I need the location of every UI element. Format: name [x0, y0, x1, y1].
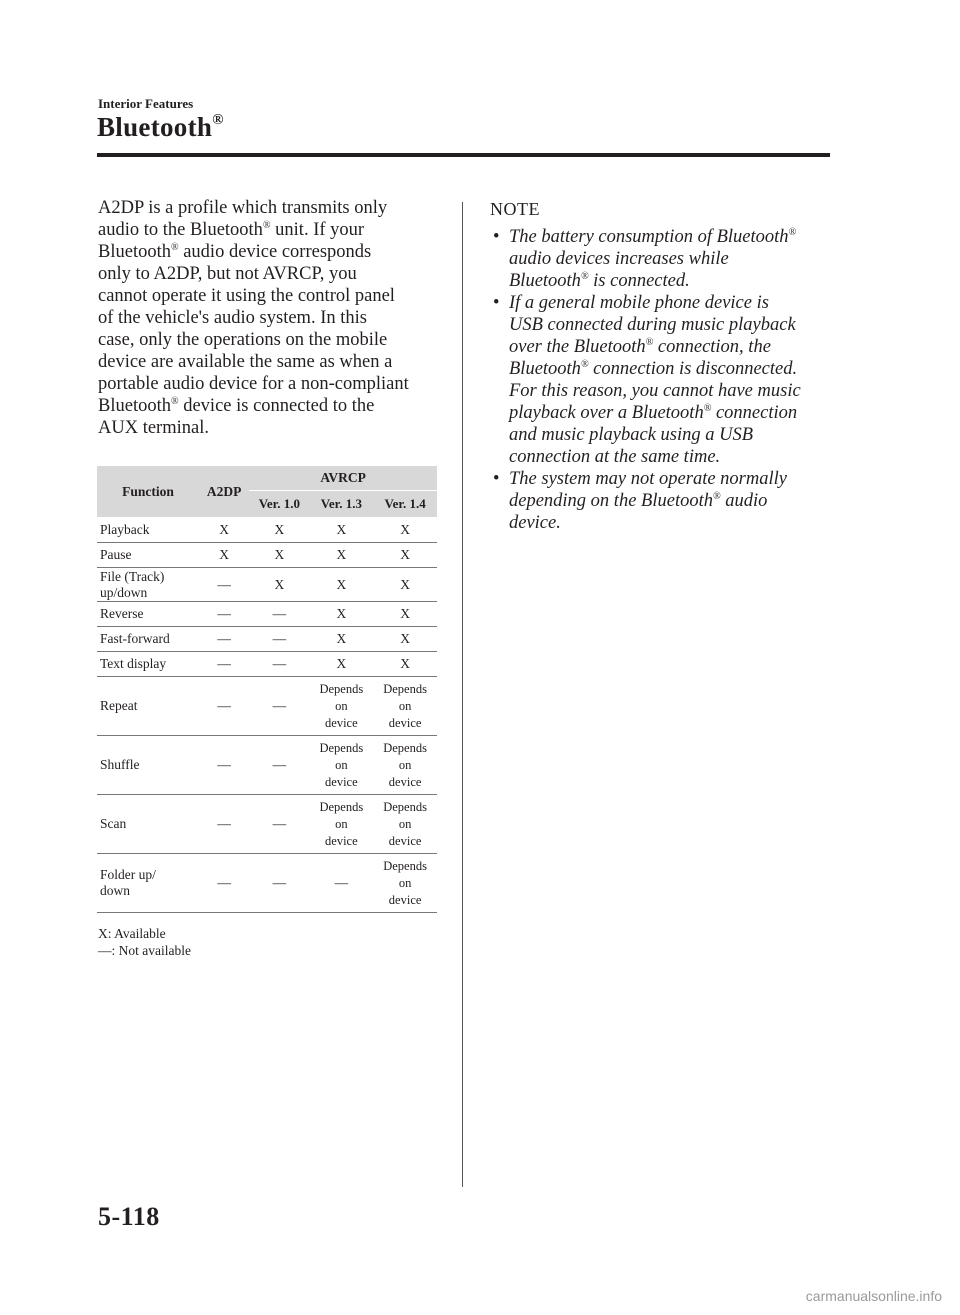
intro-line: device are available the same as when a: [98, 352, 393, 372]
cell-ver-1-0: —: [249, 795, 309, 854]
cell-ver-1-4: X: [373, 652, 437, 677]
chapter-title: [97, 112, 224, 143]
table-legend: [98, 925, 191, 959]
watermark: carmanualsonline.info: [805, 1288, 942, 1304]
cell-ver-1-4: Depends on device: [373, 854, 437, 913]
cell-function: Reverse: [97, 602, 199, 627]
cell-ver-1-0: X: [249, 518, 309, 543]
cell-ver-1-3: Depends on device: [309, 677, 373, 736]
cell-ver-1-4: X: [373, 568, 437, 602]
bullet-icon: •: [493, 469, 500, 489]
intro-line: case, only the operations on the mobile: [98, 330, 388, 350]
note-line: For this reason, you cannot have music: [509, 381, 801, 401]
note-line: connection at the same time.: [509, 447, 721, 467]
note-line: depending on the Bluetooth® audio: [509, 491, 768, 511]
note-line: playback over a Bluetooth® connection: [509, 403, 798, 423]
cell-ver-1-0: —: [249, 854, 309, 913]
cell-function: Fast-forward: [97, 627, 199, 652]
table-row: [97, 568, 437, 602]
cell-ver-1-0: —: [249, 736, 309, 795]
table-row: [97, 602, 437, 627]
header-ver-1-0: Ver. 1.0: [249, 491, 309, 518]
note-line: USB connected during music playback: [509, 315, 796, 335]
note-line: device.: [509, 513, 561, 533]
cell-ver-1-3: X: [309, 652, 373, 677]
table-row: [97, 543, 437, 568]
cell-function: Text display: [97, 652, 199, 677]
note-list: [490, 226, 835, 534]
chapter-title-text: Bluetooth: [97, 112, 213, 142]
page-number: 5-118: [98, 1202, 160, 1231]
intro-line: cannot operate it using the control panel: [98, 286, 395, 306]
note-line: Bluetooth® connection is disconnected.: [509, 359, 798, 379]
intro-line: AUX terminal.: [98, 418, 209, 438]
cell-ver-1-3: X: [309, 627, 373, 652]
cell-a2dp: —: [199, 627, 249, 652]
cell-ver-1-3: Depends on device: [309, 795, 373, 854]
registered-mark: ®: [212, 112, 224, 128]
cell-ver-1-0: —: [249, 677, 309, 736]
cell-a2dp: —: [199, 736, 249, 795]
intro-line: audio to the Bluetooth® unit. If your: [98, 220, 365, 240]
note-item: [490, 292, 835, 468]
cell-ver-1-4: Depends on device: [373, 677, 437, 736]
intro-line: A2DP is a profile which transmits only: [98, 198, 388, 218]
note-line: If a general mobile phone device is: [509, 293, 769, 313]
note-line: The system may not operate normally: [509, 469, 787, 489]
cell-a2dp: —: [199, 795, 249, 854]
cell-ver-1-0: —: [249, 652, 309, 677]
cell-a2dp: —: [199, 652, 249, 677]
bullet-icon: •: [493, 293, 500, 313]
table-body: [97, 518, 437, 913]
intro-line: only to A2DP, but not AVRCP, you: [98, 264, 357, 284]
table-row: [97, 677, 437, 736]
cell-ver-1-3: X: [309, 543, 373, 568]
header-a2dp: A2DP: [199, 466, 249, 518]
cell-function: Pause: [97, 543, 199, 568]
header-function: Function: [97, 466, 199, 518]
note-item: [490, 226, 835, 292]
table-row: [97, 652, 437, 677]
cell-function: Folder up/ down: [97, 854, 199, 913]
cell-ver-1-4: X: [373, 543, 437, 568]
cell-a2dp: X: [199, 543, 249, 568]
cell-function: Scan: [97, 795, 199, 854]
note-label: NOTE: [490, 199, 540, 219]
cell-ver-1-4: Depends on device: [373, 795, 437, 854]
table-row: [97, 854, 437, 913]
note-line: The battery consumption of Bluetooth®: [509, 227, 797, 247]
cell-function: Playback: [97, 518, 199, 543]
header-avrcp: AVRCP: [249, 466, 437, 491]
cell-ver-1-3: —: [309, 854, 373, 913]
cell-a2dp: X: [199, 518, 249, 543]
note-line: Bluetooth® is connected.: [509, 271, 690, 291]
table-row: [97, 795, 437, 854]
cell-ver-1-3: X: [309, 518, 373, 543]
intro-line: Bluetooth® device is connected to the: [98, 396, 375, 416]
header-ver-1-4: Ver. 1.4: [373, 491, 437, 518]
legend-not-available: —: Not available: [98, 943, 191, 958]
cell-ver-1-3: Depends on device: [309, 736, 373, 795]
section-label: Interior Features: [98, 96, 194, 111]
header-rule: [97, 153, 830, 157]
table-row: [97, 518, 437, 543]
intro-line: Bluetooth® audio device corresponds: [98, 242, 372, 262]
cell-ver-1-3: X: [309, 602, 373, 627]
cell-ver-1-4: X: [373, 602, 437, 627]
cell-a2dp: —: [199, 677, 249, 736]
cell-ver-1-4: Depends on device: [373, 736, 437, 795]
legend-available: X: Available: [98, 926, 166, 941]
cell-ver-1-0: —: [249, 627, 309, 652]
intro-line: of the vehicle's audio system. In this: [98, 308, 367, 328]
compatibility-table: [97, 466, 437, 913]
table-row: [97, 627, 437, 652]
header-ver-1-3: Ver. 1.3: [309, 491, 373, 518]
note-line: audio devices increases while: [509, 249, 729, 269]
cell-ver-1-4: X: [373, 627, 437, 652]
cell-ver-1-3: X: [309, 568, 373, 602]
cell-a2dp: —: [199, 602, 249, 627]
bullet-icon: •: [493, 227, 500, 247]
cell-ver-1-4: X: [373, 518, 437, 543]
cell-ver-1-0: X: [249, 543, 309, 568]
intro-line: portable audio device for a non-compliant: [98, 374, 409, 394]
note-line: and music playback using a USB: [509, 425, 754, 445]
column-divider: [462, 202, 463, 1187]
note-item: [490, 468, 835, 534]
cell-function: File (Track) up/down: [97, 568, 199, 602]
cell-ver-1-0: —: [249, 602, 309, 627]
intro-paragraph: [98, 197, 443, 439]
table-row: [97, 736, 437, 795]
cell-a2dp: —: [199, 854, 249, 913]
cell-ver-1-0: X: [249, 568, 309, 602]
cell-function: Shuffle: [97, 736, 199, 795]
note-line: over the Bluetooth® connection, the: [509, 337, 771, 357]
cell-function: Repeat: [97, 677, 199, 736]
cell-a2dp: —: [199, 568, 249, 602]
